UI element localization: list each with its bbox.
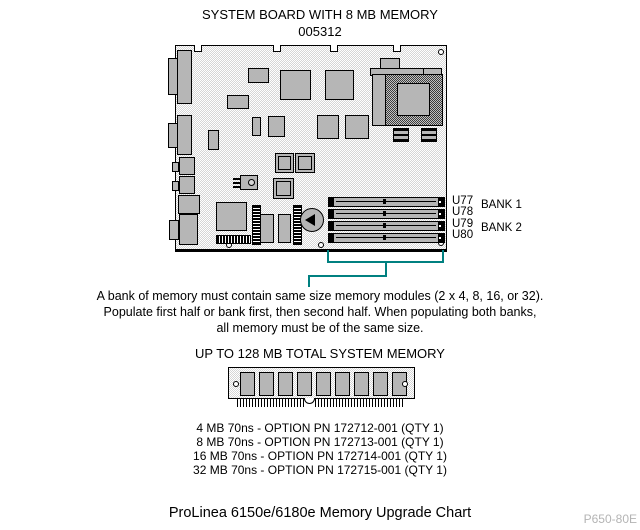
memory-note-line2: Populate first half or bank first, then second half. When populating both banks, (103, 305, 537, 319)
heatsink-clip (421, 128, 437, 142)
memory-option-list (0, 421, 640, 477)
slot-latch (329, 210, 334, 218)
memory-chip (240, 372, 255, 396)
regulator-lead (233, 178, 241, 180)
chip (345, 115, 369, 139)
simm-slot-u79 (328, 221, 445, 231)
module-pins (237, 398, 305, 407)
doc-code: P650-80E (583, 512, 637, 526)
module-hole (233, 381, 239, 387)
simm-slot-u78 (328, 209, 445, 219)
pin-header (216, 235, 251, 244)
chip (227, 95, 249, 109)
page-title-line1: SYSTEM BOARD WITH 8 MB MEMORY (202, 7, 438, 22)
memory-note (0, 288, 640, 336)
slot-latch (438, 234, 444, 242)
bank1-label: BANK 1 (481, 199, 522, 211)
memory-option: 32 MB 70ns - OPTION PN 172715-001 (QTY 1) (193, 463, 447, 477)
port-connector (179, 157, 195, 175)
port-connector (172, 181, 179, 191)
total-memory-heading: UP TO 128 MB TOTAL SYSTEM MEMORY (195, 346, 445, 361)
chip (317, 115, 339, 139)
memory-note-line1: A bank of memory must contain same size memory modules (2 x 4, 8, 16, or 32). (96, 289, 544, 303)
regulator-lead (233, 186, 241, 188)
callout-bracket (308, 275, 387, 277)
processor-die (397, 83, 430, 116)
chip (216, 202, 247, 231)
chip (260, 214, 274, 243)
port-connector (169, 220, 179, 240)
system-board-diagram (175, 45, 447, 252)
module-pins (315, 398, 405, 407)
processor (385, 74, 443, 126)
part-number-label: 005312 (298, 24, 342, 39)
memory-chip (297, 372, 312, 396)
chip (248, 68, 269, 83)
slot-key (383, 211, 386, 216)
slot-channel (336, 237, 436, 238)
slot-latch (438, 198, 444, 206)
memory-chip (354, 372, 369, 396)
chip (252, 117, 261, 136)
memory-option: 4 MB 70ns - OPTION PN 172712-001 (QTY 1) (196, 421, 444, 435)
port-connector (179, 176, 195, 194)
slot-label-u77: U77 (452, 195, 474, 207)
slot-channel (336, 225, 436, 226)
simm-slot-u77 (328, 197, 445, 207)
slot-latch (438, 222, 444, 230)
chip (268, 116, 285, 137)
slot-label-u80: U80 (452, 229, 474, 241)
memory-chip (259, 372, 274, 396)
port-connector (172, 162, 179, 172)
regulator-lead (233, 182, 241, 184)
heatsink-clip (393, 128, 409, 142)
chip (208, 130, 219, 150)
slot-label-u78: U78 (452, 206, 474, 218)
slot-channel (336, 201, 436, 202)
memory-note-line3: all memory must be of the same size. (216, 321, 424, 335)
mounting-hole (438, 49, 444, 55)
socketed-chip (273, 178, 294, 199)
memory-option: 8 MB 70ns - OPTION PN 172713-001 (QTY 1) (196, 435, 444, 449)
callout-bracket (308, 275, 310, 287)
board-notch (393, 45, 401, 52)
slot-key (383, 199, 386, 204)
port-connector (177, 115, 192, 155)
port-connector (177, 50, 192, 104)
slot-key (383, 223, 386, 228)
chart-caption: ProLinea 6150e/6180e Memory Upgrade Chart (168, 505, 472, 521)
chip (280, 70, 311, 100)
slot-key (383, 235, 386, 240)
mounting-hole (318, 242, 324, 248)
memory-chip (278, 372, 293, 396)
memory-option: 16 MB 70ns - OPTION PN 172714-001 (QTY 1) (193, 449, 447, 463)
chip (325, 70, 354, 100)
chip (278, 214, 291, 243)
simm-module-diagram (228, 367, 415, 399)
board-notch (273, 45, 281, 52)
board-notch (194, 45, 202, 52)
slot-latch (438, 210, 444, 218)
port-connector (178, 195, 200, 214)
slot-latch (329, 234, 334, 242)
board-notch (330, 45, 338, 52)
slot-latch (329, 198, 334, 206)
pin-header (252, 205, 261, 245)
page-title (0, 6, 640, 40)
bank2-label: BANK 2 (481, 222, 522, 234)
slot-label-u79: U79 (452, 218, 474, 230)
voltage-regulator (240, 175, 258, 190)
speaker (300, 208, 324, 232)
module-hole (402, 381, 408, 387)
simm-slot-u80 (328, 233, 445, 243)
slot-latch (329, 222, 334, 230)
memory-chip (373, 372, 388, 396)
module-key-notch (304, 398, 315, 404)
socketed-chip (295, 153, 315, 173)
memory-chip (316, 372, 331, 396)
port-connector (179, 214, 198, 245)
slot-channel (336, 213, 436, 214)
socketed-chip (275, 153, 294, 173)
memory-chip (335, 372, 350, 396)
